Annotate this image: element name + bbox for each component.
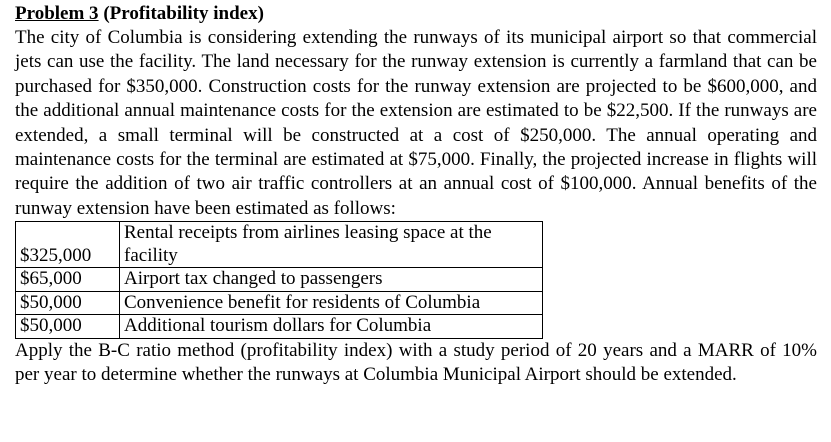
annual-benefits-table (15, 221, 543, 339)
benefit-description: Airport tax changed to passengers (120, 268, 543, 292)
problem-title: (Profitability index) (103, 3, 264, 24)
problem-number: Problem 3 (15, 3, 99, 24)
benefit-amount: $50,000 (16, 315, 120, 339)
benefit-amount: $50,000 (16, 291, 120, 315)
benefit-description: Additional tourism dollars for Columbia (120, 315, 543, 339)
intro-paragraph: The city of Columbia is considering extending the runways of its municipal airport so that commercial jets can use the facility. The land necessary for the runway extension is currently a farmland that can be purchased for $350,000. Construction costs for the runway extension are projected to be $600,000, and the additional annual maintenance costs for the extension are estimated to be $22,500. If the runways are extended, a small terminal will be constructed at a cost of $250,000. The annual operating and maintenance costs for the terminal are estimated at $75,000. Finally, the projected increase in flights will require the addition of two air traffic controllers at an annual cost of $100,000. Annual benefits of the runway extension have been estimated as follows: (15, 27, 817, 219)
table-row (16, 222, 543, 268)
benefit-amount: $325,000 (16, 222, 120, 268)
benefit-amount: $65,000 (16, 268, 120, 292)
table-row (16, 315, 543, 339)
table-row (16, 268, 543, 292)
benefit-description: Rental receipts from airlines leasing space at the facility (120, 222, 543, 268)
problem-heading (15, 2, 817, 26)
benefit-description: Convenience benefit for residents of Columbia (120, 291, 543, 315)
table-row (16, 291, 543, 315)
closing-paragraph: Apply the B-C ratio method (profitability index) with a study period of 20 years and a MARR of 10% per year to determine whether the runways at Columbia Municipal Airport should be extended. (15, 339, 817, 386)
